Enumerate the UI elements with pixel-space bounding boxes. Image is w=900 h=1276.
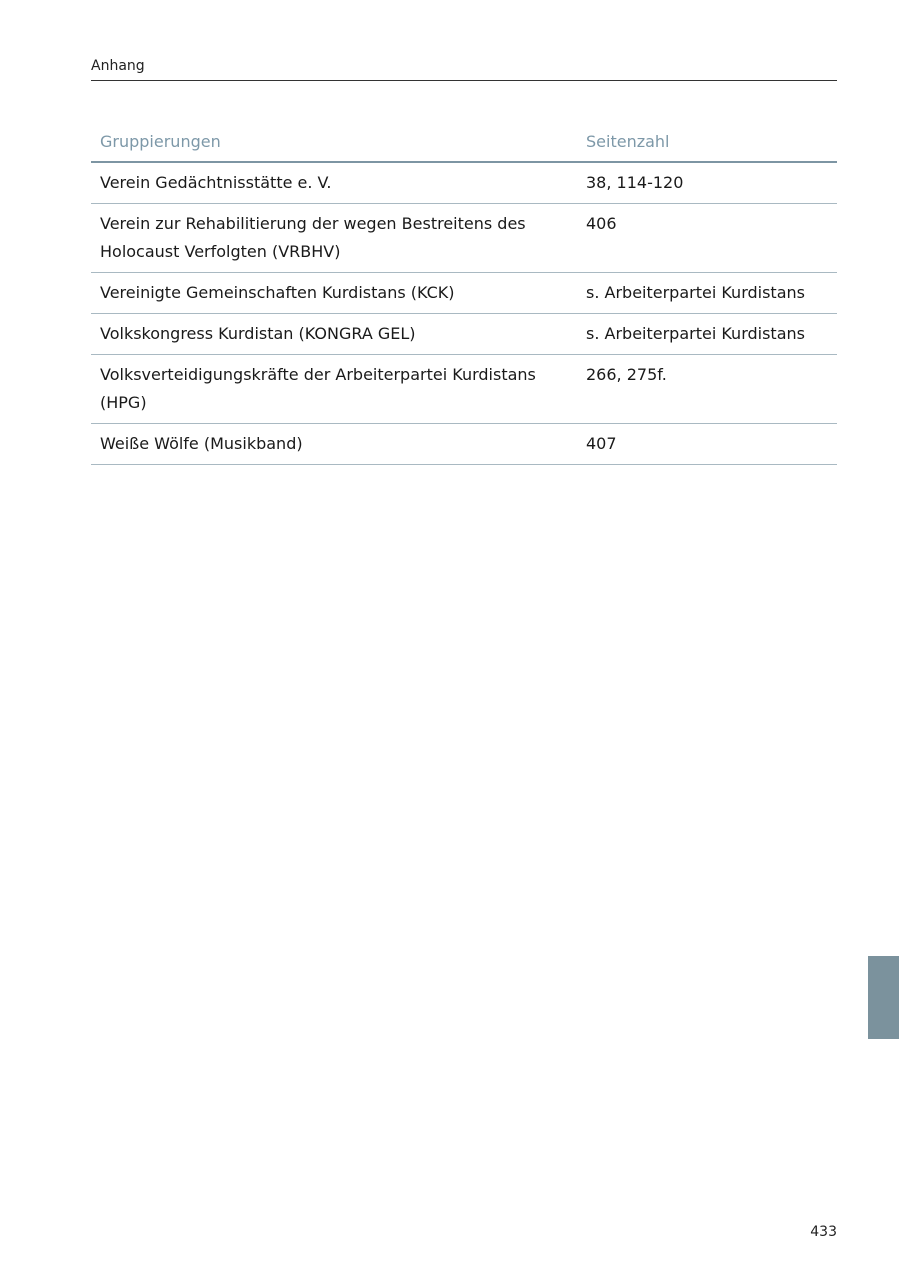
- page-number: 433: [810, 1224, 837, 1240]
- table-row: [91, 355, 837, 424]
- pages-cell: 38, 114-120: [577, 162, 837, 204]
- pages-cell: s. Arbeiterpartei Kurdistans: [577, 273, 837, 314]
- header-divider: [91, 80, 837, 81]
- group-cell: Volksverteidigungskräfte der Arbeiterpartei Kurdistans (HPG): [91, 355, 577, 424]
- table-row: [91, 162, 837, 204]
- group-cell: Vereinigte Gemeinschaften Kurdistans (KCK): [91, 273, 577, 314]
- pages-cell: 407: [577, 424, 837, 465]
- table-row: [91, 314, 837, 355]
- table-row: [91, 424, 837, 465]
- group-cell: Verein zur Rehabilitierung der wegen Bestreitens des Holocaust Verfolgten (VRBHV): [91, 204, 577, 273]
- group-cell: Weiße Wölfe (Musikband): [91, 424, 577, 465]
- group-cell: Volkskongress Kurdistan (KONGRA GEL): [91, 314, 577, 355]
- table-row: [91, 273, 837, 314]
- pages-cell: 266, 275f.: [577, 355, 837, 424]
- index-table: [91, 122, 837, 465]
- running-head-title: Anhang: [91, 58, 145, 74]
- column-header-groups: Gruppierungen: [91, 122, 577, 162]
- pages-cell: s. Arbeiterpartei Kurdistans: [577, 314, 837, 355]
- group-cell: Verein Gedächtnisstätte e. V.: [91, 162, 577, 204]
- table-header-row: [91, 122, 837, 162]
- table-row: [91, 204, 837, 273]
- chapter-thumb-tab: [868, 956, 899, 1039]
- pages-cell: 406: [577, 204, 837, 273]
- column-header-pages: Seitenzahl: [577, 122, 837, 162]
